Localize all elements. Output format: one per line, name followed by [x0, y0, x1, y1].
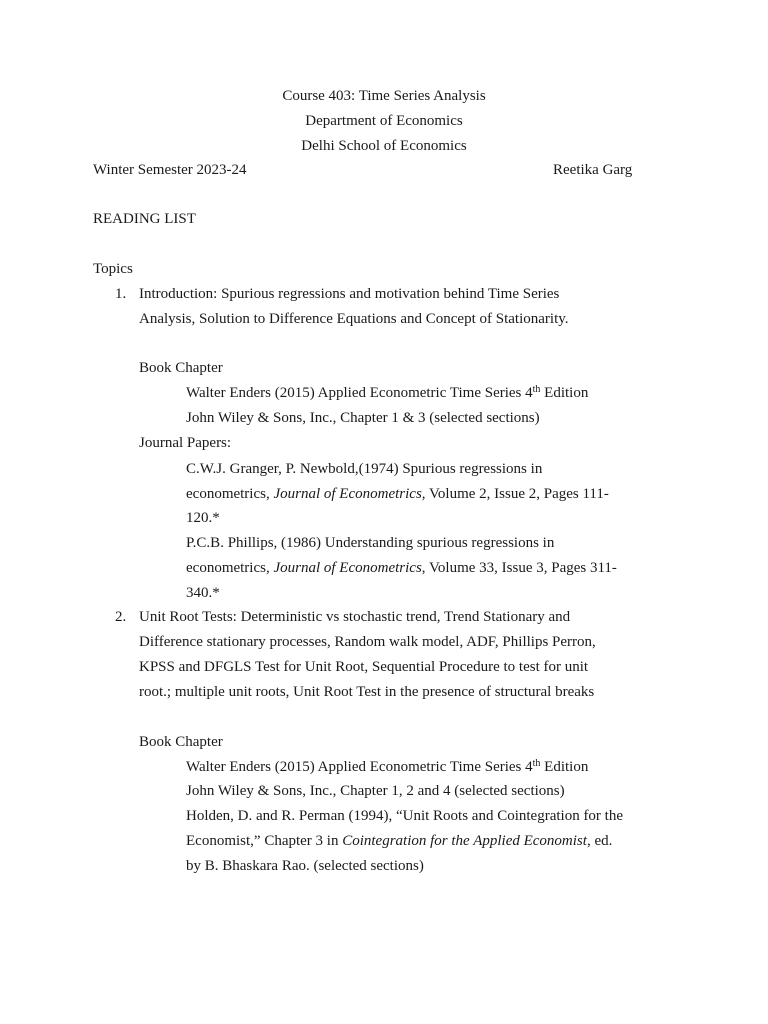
school-name: Delhi School of Economics: [301, 138, 467, 154]
semester-label: Winter Semester 2023-24: [93, 162, 247, 178]
topic-1-line-2: Analysis, Solution to Difference Equations and Concept of Stationarity.: [139, 311, 569, 327]
topic-1-number: 1.: [115, 286, 127, 302]
book-title: Cointegration for the Applied Economist: [342, 833, 587, 849]
topic-1-book-1-line-2: John Wiley & Sons, Inc., Chapter 1 & 3 (selected sections): [186, 410, 540, 426]
topic-2-book-1-line-2: John Wiley & Sons, Inc., Chapter 1, 2 and 4 (selected sections): [186, 783, 565, 799]
topic-2-line-3: KPSS and DFGLS Test for Unit Root, Sequential Procedure to test for unit: [139, 659, 589, 675]
topics-heading: Topics: [93, 261, 133, 277]
journal-title: Journal of Econometrics: [273, 486, 422, 502]
topic-1-paper-2-line-1: P.C.B. Phillips, (1986) Understanding spurious regressions in: [186, 535, 555, 551]
topic-2-book-chapter-label: Book Chapter: [139, 734, 223, 750]
topic-1-paper-1-line-3: 120.*: [186, 510, 220, 526]
topic-1-line-1: Introduction: Spurious regressions and motivation behind Time Series: [139, 286, 560, 302]
topic-2-book-2-line-3: by B. Bhaskara Rao. (selected sections): [186, 858, 424, 874]
topic-2-line-4: root.; multiple unit roots, Unit Root Test in the presence of structural breaks: [139, 684, 595, 700]
journal-title: Journal of Econometrics: [273, 560, 422, 576]
course-title: Course 403: Time Series Analysis: [282, 88, 486, 104]
topic-2-line-1: Unit Root Tests: Deterministic vs stochastic trend, Trend Stationary and: [139, 609, 571, 625]
topic-2-book-1-line-1: Walter Enders (2015) Applied Econometric Time Series 4th Edition: [186, 758, 589, 775]
topic-1-paper-2-line-2: econometrics, Journal of Econometrics, Volume 33, Issue 3, Pages 311-: [186, 560, 617, 576]
topic-2-line-2: Difference stationary processes, Random walk model, ADF, Phillips Perron,: [139, 634, 596, 650]
topic-1-journal-label: Journal Papers:: [139, 435, 232, 451]
topic-1-book-1-line-1: Walter Enders (2015) Applied Econometric Time Series 4th Edition: [186, 384, 589, 401]
topic-2-book-2-line-2: Economist,” Chapter 3 in Cointegration for the Applied Economist, ed.: [186, 833, 613, 849]
topic-2-book-2-line-1: Holden, D. and R. Perman (1994), “Unit Roots and Cointegration for the: [186, 808, 624, 824]
department-name: Department of Economics: [305, 113, 463, 129]
topic-1-paper-2-line-3: 340.*: [186, 585, 220, 601]
topic-1-paper-1-line-2: econometrics, Journal of Econometrics, Volume 2, Issue 2, Pages 111-: [186, 486, 609, 502]
topic-1-book-chapter-label: Book Chapter: [139, 360, 223, 376]
topic-2-number: 2.: [115, 609, 127, 625]
instructor-name: Reetika Garg: [553, 162, 633, 178]
reading-list-heading: READING LIST: [93, 211, 196, 227]
topic-1-paper-1-line-1: C.W.J. Granger, P. Newbold,(1974) Spurious regressions in: [186, 461, 543, 477]
